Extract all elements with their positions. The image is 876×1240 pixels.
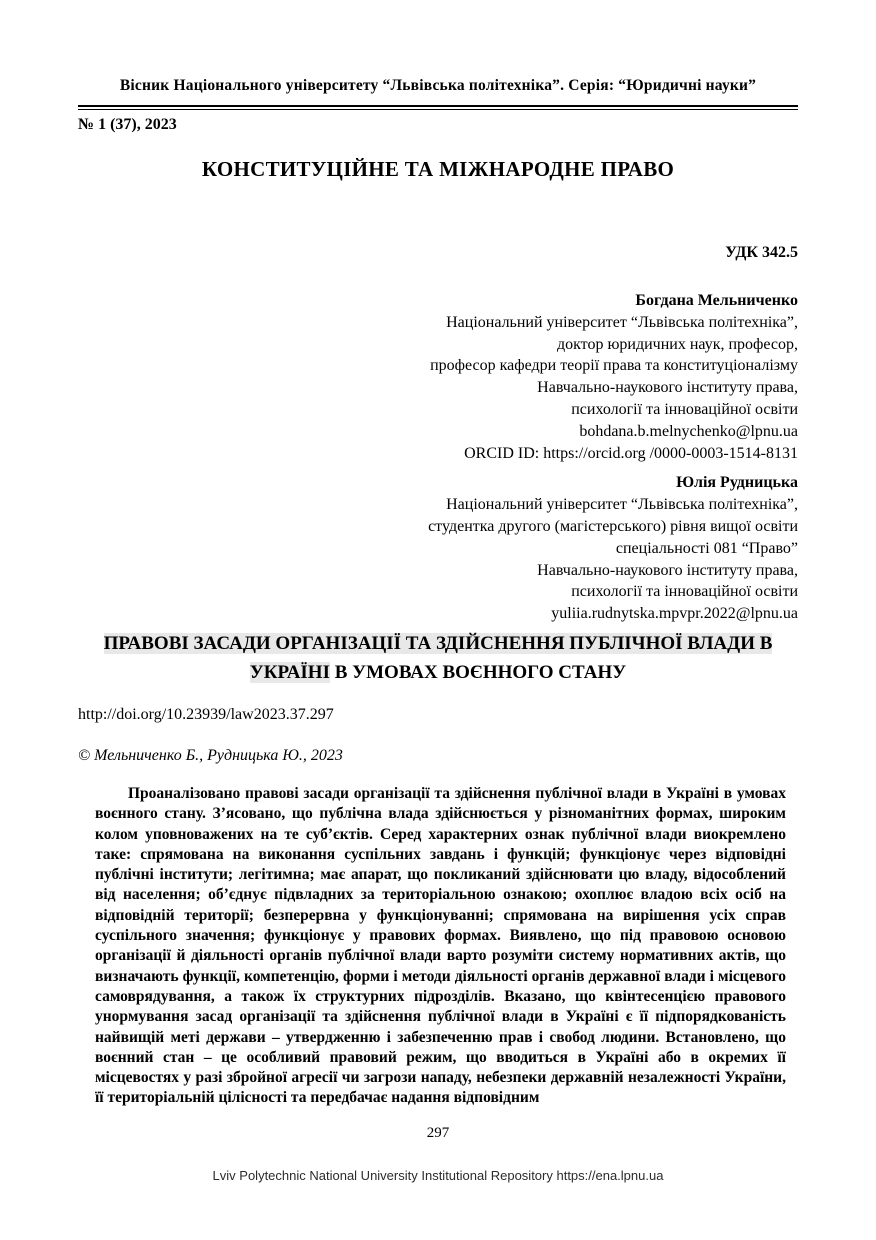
- author-block-2: [78, 472, 798, 625]
- abstract-paragraph: Проаналізовано правові засади організації та здійснення публічної влади в Україні в умовах воєнного стану. З’ясовано, що публічна влада здійснюється у різноманітних формах, широким колом уповноважених на те суб’єктів. Серед характерних ознак публічної влади виокремлено таке: спрямована на виконання суспільних завдань і функцій; функціонує через відповідні публічні інститути; легітимна; має апарат, що покликаний здійснювати цю владу, відособлений від населення; об’єднує підвладних за територіальною ознакою; охоплює владою всіх осіб на відповідній території; безперервна у функціонуванні; спрямована на вирішення усіх справ суспільного значення; функціонує у правових формах. Виявлено, що під правовою основою організації й діяльності органів публічної влади варто розуміти систему нормативних актів, що визначають функції, компетенцію, форми і методи діяльності органів державної влади і місцевого самоврядування, а також їх структурних підрозділів. Вказано, що квінтесенцією правового унормування засад організації та здійснення публічної влади в Україні є її підпорядкованість найвищій меті держави – утвердженню і забезпеченню прав і свобод людини. Встановлено, що воєнний стан – це особливий правовий режим, що вводиться в Україні або в окремих її місцевостях у разі збройної агресії чи загрози нападу, небезпеки державній незалежності України, її територіальній цілісності та передбачає надання відповідним: [95, 784, 786, 1107]
- article-title-highlighted: ПРАВОВІ ЗАСАДИ ОРГАНІЗАЦІЇ ТА ЗДІЙСНЕННЯ ПУБЛІЧНОЇ ВЛАДИ В УКРАЇНІ: [103, 632, 773, 683]
- author-email: bohdana.b.melnychenko@lpnu.ua: [579, 422, 798, 440]
- author-email: yuliia.rudnytska.mpvpr.2022@lpnu.ua: [551, 605, 798, 623]
- affiliation-line: психології та інноваційної освіти: [571, 400, 798, 418]
- author-block-1: [78, 290, 798, 464]
- affiliation-line: Навчально-наукового інституту права,: [537, 379, 798, 397]
- repository-footer: Lviv Polytechnic National University Institutional Repository https://ena.lpnu.ua: [212, 1167, 664, 1183]
- journal-header-title: Вісник Національного університету “Львівська політехніка”. Серія: “Юридичні науки”: [119, 77, 757, 94]
- affiliation-line: Національний університет “Львівська політехніка”,: [446, 313, 798, 331]
- affiliation-line: студентка другого (магістерського) рівня вищої освіти: [428, 517, 798, 535]
- affiliation-line: Навчально-наукового інституту права,: [537, 561, 798, 579]
- author-orcid: ORCID ID: https://orcid.org /0000-0003-1514-8131: [464, 444, 798, 462]
- article-title-rest: В УМОВАХ ВОЄННОГО СТАНУ: [329, 661, 627, 683]
- author-name: Юлія Рудницька: [676, 474, 798, 492]
- author-name: Богдана Мельниченко: [635, 292, 798, 309]
- affiliation-line: доктор юридичних наук, професор,: [556, 335, 798, 353]
- udc-code: УДК 342.5: [725, 244, 798, 261]
- copyright-line: © Мельниченко Б., Рудницька Ю., 2023: [78, 746, 343, 764]
- affiliation-line: психології та інноваційної освіти: [571, 583, 798, 601]
- issue-number: № 1 (37), 2023: [78, 116, 177, 133]
- article-title: [78, 629, 798, 687]
- doi-link: http://doi.org/10.23939/law2023.37.297: [78, 705, 334, 723]
- page-number: 297: [426, 1124, 450, 1141]
- header-divider-rule: [78, 105, 798, 110]
- affiliation-line: спеціальності 081 “Право”: [615, 539, 798, 557]
- affiliation-line: професор кафедри теорії права та конституціоналізму: [430, 357, 798, 375]
- section-heading: КОНСТИТУЦІЙНЕ ТА МІЖНАРОДНЕ ПРАВО: [201, 157, 675, 181]
- affiliation-line: Національний університет “Львівська політехніка”,: [446, 496, 798, 514]
